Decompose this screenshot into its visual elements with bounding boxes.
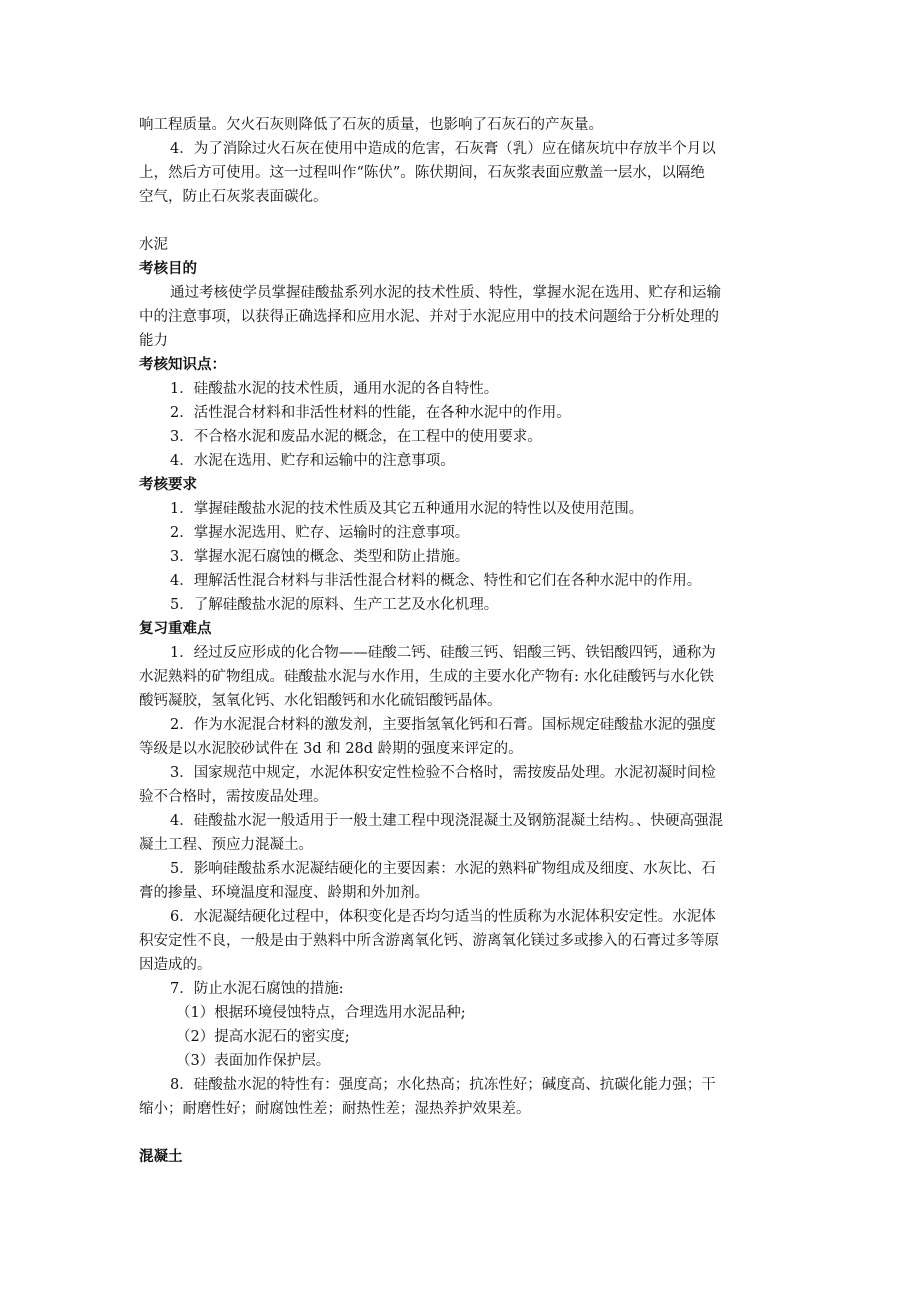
requirement-item: 1．掌握硅酸盐水泥的技术性质及其它五种通用水泥的特性以及使用范围。 (170, 501, 644, 517)
review-line: 积安定性不良，一般是由于熟料中所含游离氧化钙、游离氧化镁过多或掺入的石膏过多等原 (139, 933, 719, 949)
knowledge-item: 4．水泥在选用、贮存和运输中的注意事项。 (170, 453, 455, 469)
purpose-line: 中的注意事项，以获得正确选择和应用水泥、并对于水泥应用中的技术问题给于分析处理的 (139, 309, 719, 325)
review-line: 5．影响硅酸盐系水泥凝结硬化的主要因素：水泥的熟料矿物组成及细度、水灰比、石 (170, 861, 716, 877)
review-line: 3．国家规范中规定，水泥体积安定性检验不合格时，需按废品处理。水泥初凝时间检 (170, 765, 716, 781)
purpose-line: 能力 (139, 333, 168, 349)
review-heading: 复习重难点 (139, 620, 212, 637)
intro-line-3: 上，然后方可使用。这一过程叫作“陈伏”。陈伏期间，石灰浆表面应敷盖一层水，以隔绝 (139, 165, 705, 181)
review-line: 膏的掺量、环境温度和湿度、龄期和外加剂。 (139, 885, 429, 901)
requirement-item: 3．掌握水泥石腐蚀的概念、类型和防止措施。 (170, 549, 470, 565)
review-line: 酸钙凝胶，氢氧化钙、水化铝酸钙和水化硫铝酸钙晶体。 (139, 693, 502, 709)
section-title-concrete: 混凝土 (139, 1148, 183, 1165)
knowledge-item: 2．活性混合材料和非活性材料的性能，在各种水泥中的作用。 (170, 405, 571, 421)
requirement-item: 4．理解活性混合材料与非活性混合材料的概念、特性和它们在各种水泥中的作用。 (170, 573, 702, 589)
review-line: （2）提高水泥石的密实度; (176, 1029, 350, 1045)
review-line: 验不合格时，需按废品处理。 (139, 789, 328, 805)
knowledge-item: 1．硅酸盐水泥的技术性质，通用水泥的各自特性。 (170, 381, 499, 397)
knowledge-item: 3．不合格水泥和废品水泥的概念，在工程中的使用要求。 (170, 429, 542, 445)
section-title-cement: 水泥 (139, 237, 168, 253)
requirement-item: 2．掌握水泥选用、贮存、运输时的注意事项。 (170, 525, 470, 541)
review-line: 7．防止水泥石腐蚀的措施: (170, 981, 344, 997)
requirement-item: 5．了解硅酸盐水泥的原料、生产工艺及水化机理。 (170, 597, 499, 613)
review-line: 6．水泥凝结硬化过程中，体积变化是否均匀适当的性质称为水泥体积安定性。水泥体 (170, 909, 716, 925)
review-line: 因造成的。 (139, 957, 212, 973)
purpose-heading: 考核目的 (139, 260, 197, 277)
review-line: （3）表面加作保护层。 (176, 1053, 331, 1069)
review-line: 4．硅酸盐水泥一般适用于一般土建工程中现浇混凝土及钢筋混凝土结构。、快硬高强混 (170, 813, 723, 829)
intro-line-4: 空气，防止石灰浆表面碳化。 (139, 189, 328, 205)
review-line: 等级是以水泥胶砂试件在 3d 和 28d 龄期的强度来评定的。 (139, 741, 523, 757)
review-line: 8．硅酸盐水泥的特性有：强度高；水化热高；抗冻性好；碱度高、抗碳化能力强；干 (170, 1077, 716, 1093)
review-line: 2．作为水泥混合材料的激发剂，主要指氢氧化钙和石膏。国标规定硅酸盐水泥的强度 (170, 717, 716, 733)
intro-line-2: 4．为了消除过火石灰在使用中造成的危害，石灰膏（乳）应在储灰坑中存放半个月以 (170, 141, 716, 157)
knowledge-heading: 考核知识点： (139, 356, 226, 373)
intro-line-1: 响工程质量。欠火石灰则降低了石灰的质量，也影响了石灰石的产灰量。 (139, 117, 603, 133)
purpose-line: 通过考核使学员掌握硅酸盐系列水泥的技术性质、特性，掌握水泥在选用、贮存和运输 (170, 285, 721, 301)
review-line: （1）根据环境侵蚀特点，合理选用水泥品种; (176, 1005, 466, 1021)
review-line: 凝土工程、预应力混凝土。 (139, 837, 313, 853)
review-line: 缩小；耐磨性好；耐腐蚀性差；耐热性差；湿热养护效果差。 (139, 1101, 531, 1117)
review-line: 1．经过反应形成的化合物——硅酸二钙、硅酸三钙、铝酸三钙、铁铝酸四钙，通称为 (170, 645, 716, 661)
review-line: 水泥熟料的矿物组成。硅酸盐水泥与水作用，生成的主要水化产物有: 水化硅酸钙与水化铁 (139, 669, 714, 685)
requirements-heading: 考核要求 (139, 476, 197, 493)
